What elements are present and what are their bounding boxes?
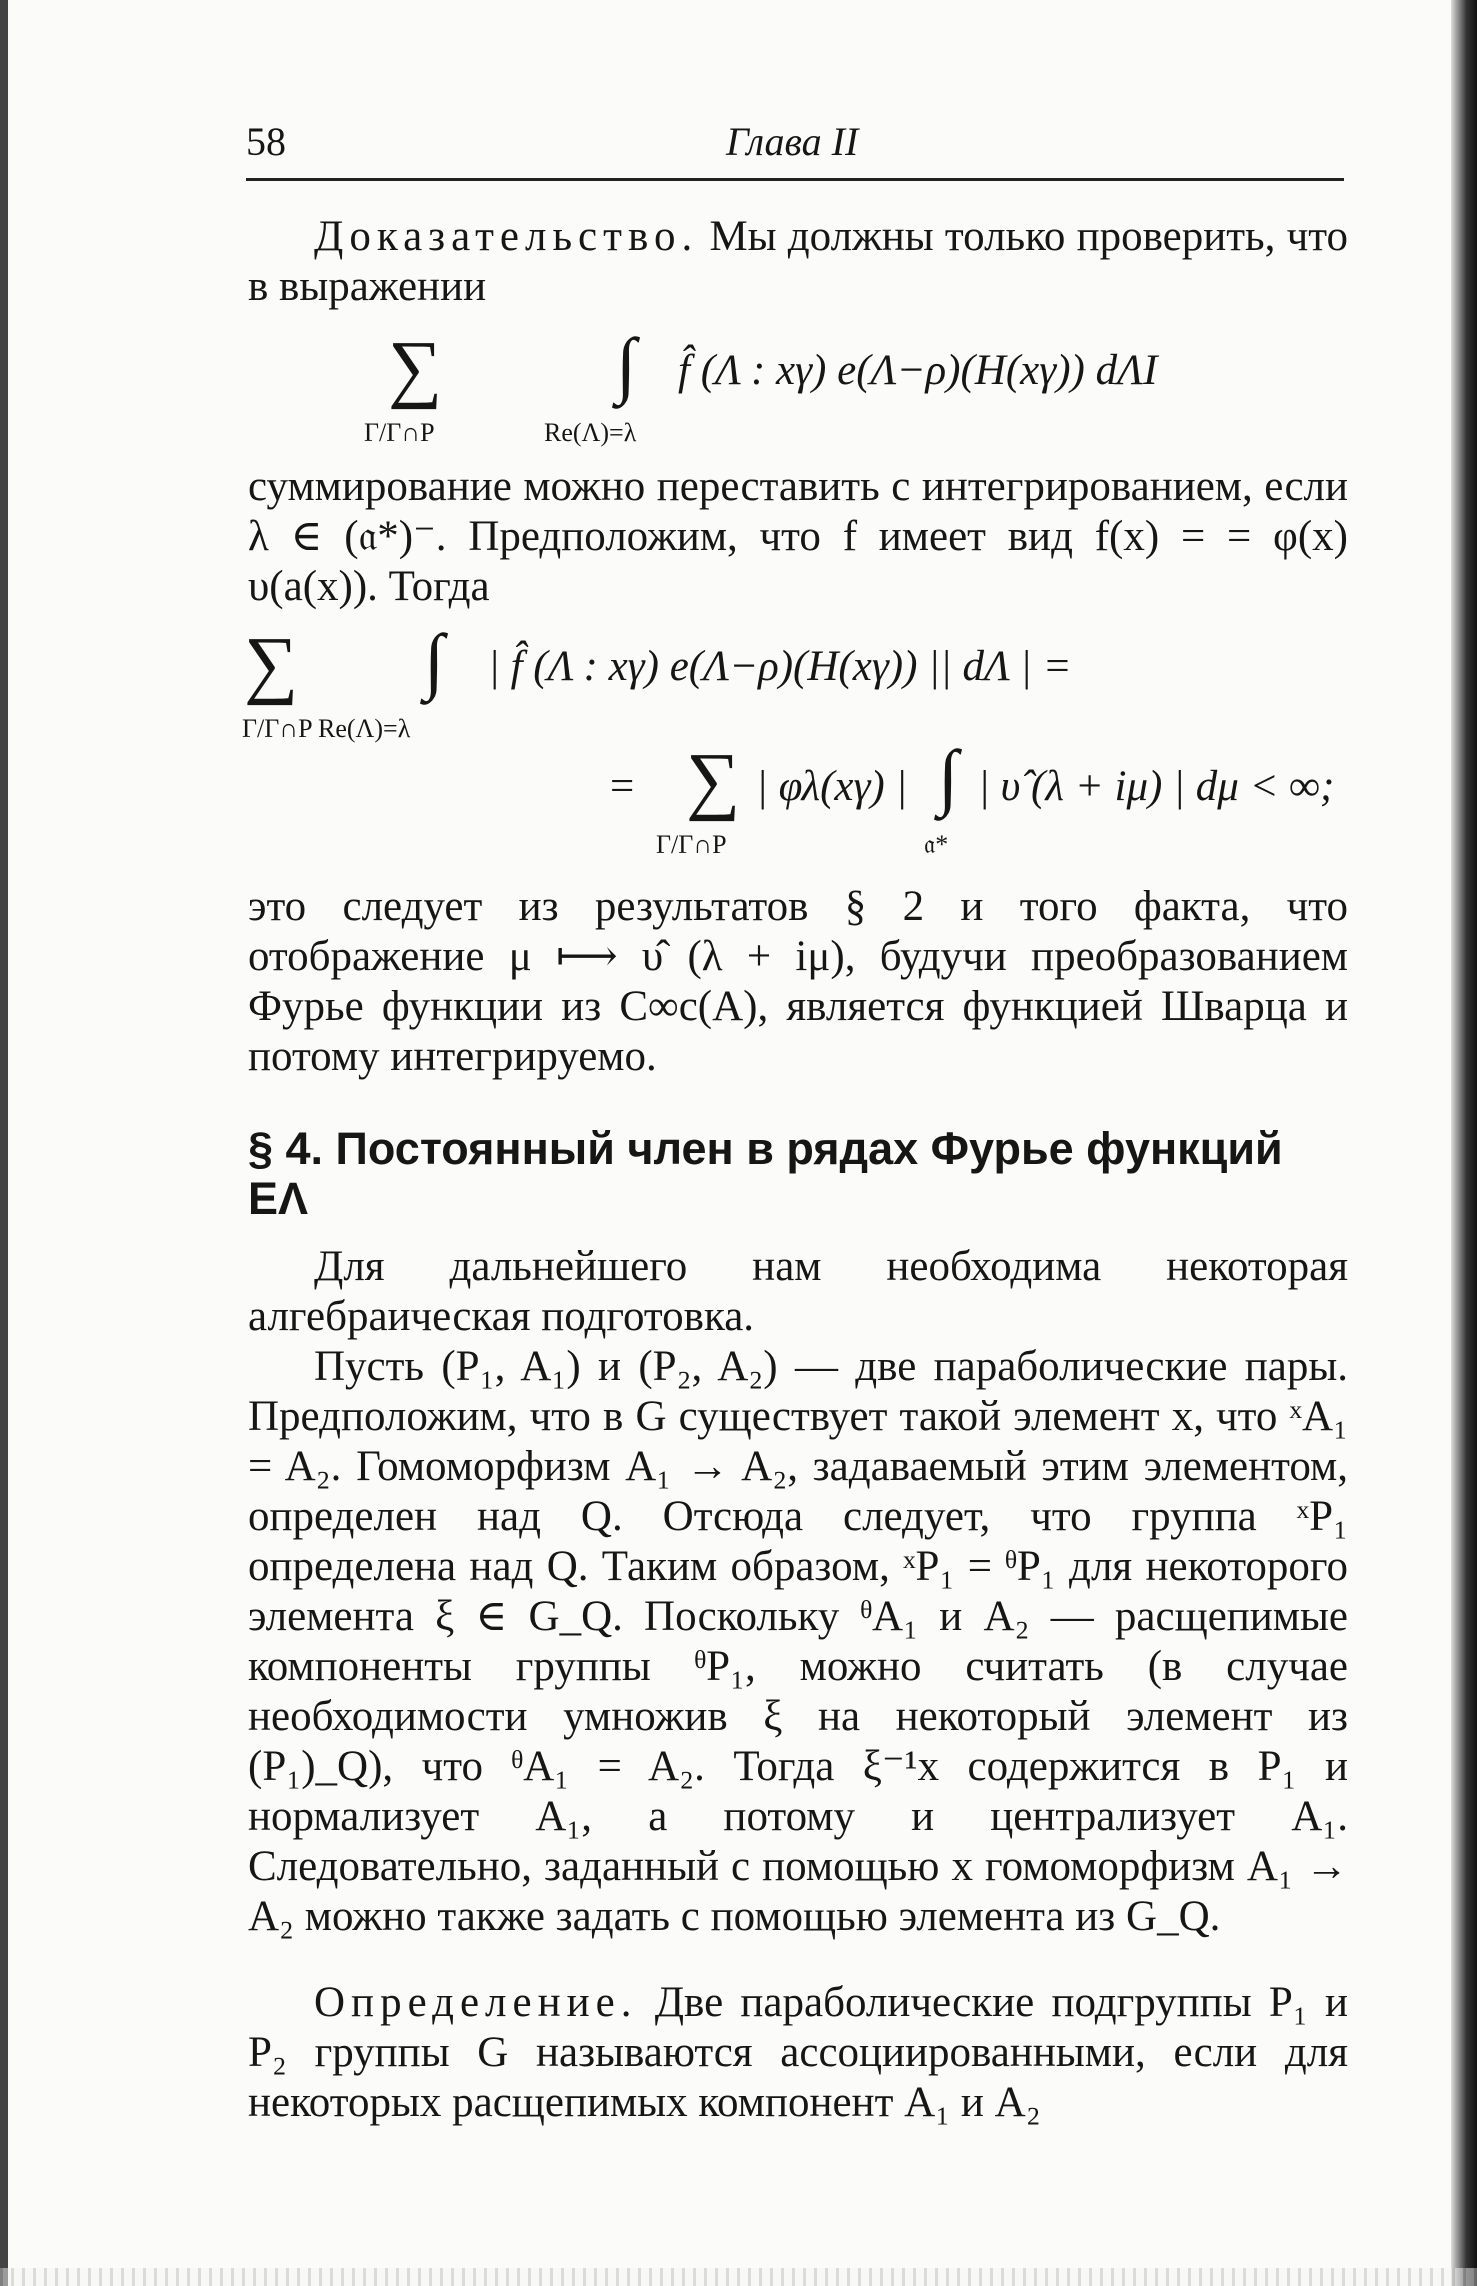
integral-subscript: Re(Λ)=λ [544, 418, 637, 447]
spacer [248, 1942, 1348, 1978]
formula-2-line2-phi: | φλ(xγ) | [756, 763, 908, 810]
section-heading: § 4. Постоянный член в рядах Фурье функций EΛ [248, 1123, 1283, 1224]
sum-subscript-line2: Γ/Γ∩P [656, 830, 727, 859]
integral-symbol: ∫ [616, 324, 637, 406]
page-number: 58 [246, 119, 286, 164]
integral-subscript-line2: 𝔞* [924, 830, 949, 859]
proof-text: Мы должны только проверить, что в выражении [248, 213, 1348, 310]
proof-paragraph [248, 212, 1348, 312]
integral-symbol-line2: ∫ [938, 736, 959, 818]
formula-2-line1-expression: | f̂ (Λ : xγ) e(Λ−ρ)(H(xγ)) || dΛ | = [488, 643, 1072, 690]
header-rule [246, 178, 1344, 181]
integral-symbol-line1: ∫ [424, 620, 445, 702]
definition-text: Две параболические подгруппы P₁ и P₂ группы G называются ассоциированными, если для некоторых расщепимых компонент A₁ и A₂ [248, 1979, 1348, 2126]
scan-left-edge [0, 0, 8, 2286]
definition-paragraph [248, 1978, 1348, 2128]
sum-symbol: ∑ [388, 326, 443, 410]
sum-symbol-line2: ∑ [686, 738, 741, 822]
paragraph-2: суммирование можно переставить с интегрированием, если λ ∈ (𝔞*)⁻. Предположим, что f имеет вид f(x) = = φ(x) υ(a(x)). Тогда [248, 463, 1348, 610]
sum-symbol-line1: ∑ [244, 622, 299, 706]
formula-2-line2-integrand: | υ̂ (λ + iμ) | dμ < ∞; [978, 763, 1335, 810]
paragraph-3: это следует из результатов § 2 и того факта, что отображение μ ⟼ υ̂ (λ + iμ), будучи преобразованием Фурье функции из C∞c(A), является функцией Шварца и потому интегрируемо. [248, 883, 1348, 1080]
sum-subscript: Γ/Γ∩P [364, 418, 435, 447]
proof-lead: Доказательство. [314, 213, 699, 260]
formula-2 [242, 620, 1348, 859]
paragraph-4: Для дальнейшего нам необходима некоторая алгебраическая подготовка. [248, 1243, 1348, 1340]
scan-bottom-noise [0, 2268, 1477, 2286]
page-body [242, 212, 1348, 2128]
integral-subscript-line1: Re(Λ)=λ [318, 714, 411, 743]
equals-sign: = [610, 763, 635, 810]
page-header [246, 118, 1346, 178]
formula-1 [248, 324, 1348, 447]
chapter-title: Глава II [726, 119, 859, 164]
definition-lead: Определение. [314, 1979, 638, 2026]
sum-subscript-line1: Γ/Γ∩P [242, 714, 313, 743]
paragraph-5: Пусть (P₁, A₁) и (P₂, A₂) — две параболические пары. Предположим, что в G существует такой элемент x, что ˣA₁ = A₂. Гомоморфизм A₁ → A₂, задаваемый этим элементом, определен над Q. Отсюда следует, что группа ˣP₁ определена над Q. Таким образом, ˣP₁ = ᶿP₁ для некоторого элемента ξ ∈ G_Q. Поскольку ᶿA₁ и A₂ — расщепимые компоненты группы ᶿP₁, можно считать (в случае необходимости умножив ξ на некоторый элемент из (P₁)_Q), что ᶿA₁ = A₂. Тогда ξ⁻¹x содержится в P₁ и нормализует A₁, а потому и централизует A₁. Следовательно, заданный с помощью x гомоморфизм A₁ → A₂ можно также задать с помощью элемента из G_Q. [248, 1343, 1348, 1940]
formula-1-expression: f̂ (Λ : xγ) e(Λ−ρ)(H(xγ)) dΛI [678, 347, 1158, 394]
scan-right-edge [1451, 0, 1477, 2286]
